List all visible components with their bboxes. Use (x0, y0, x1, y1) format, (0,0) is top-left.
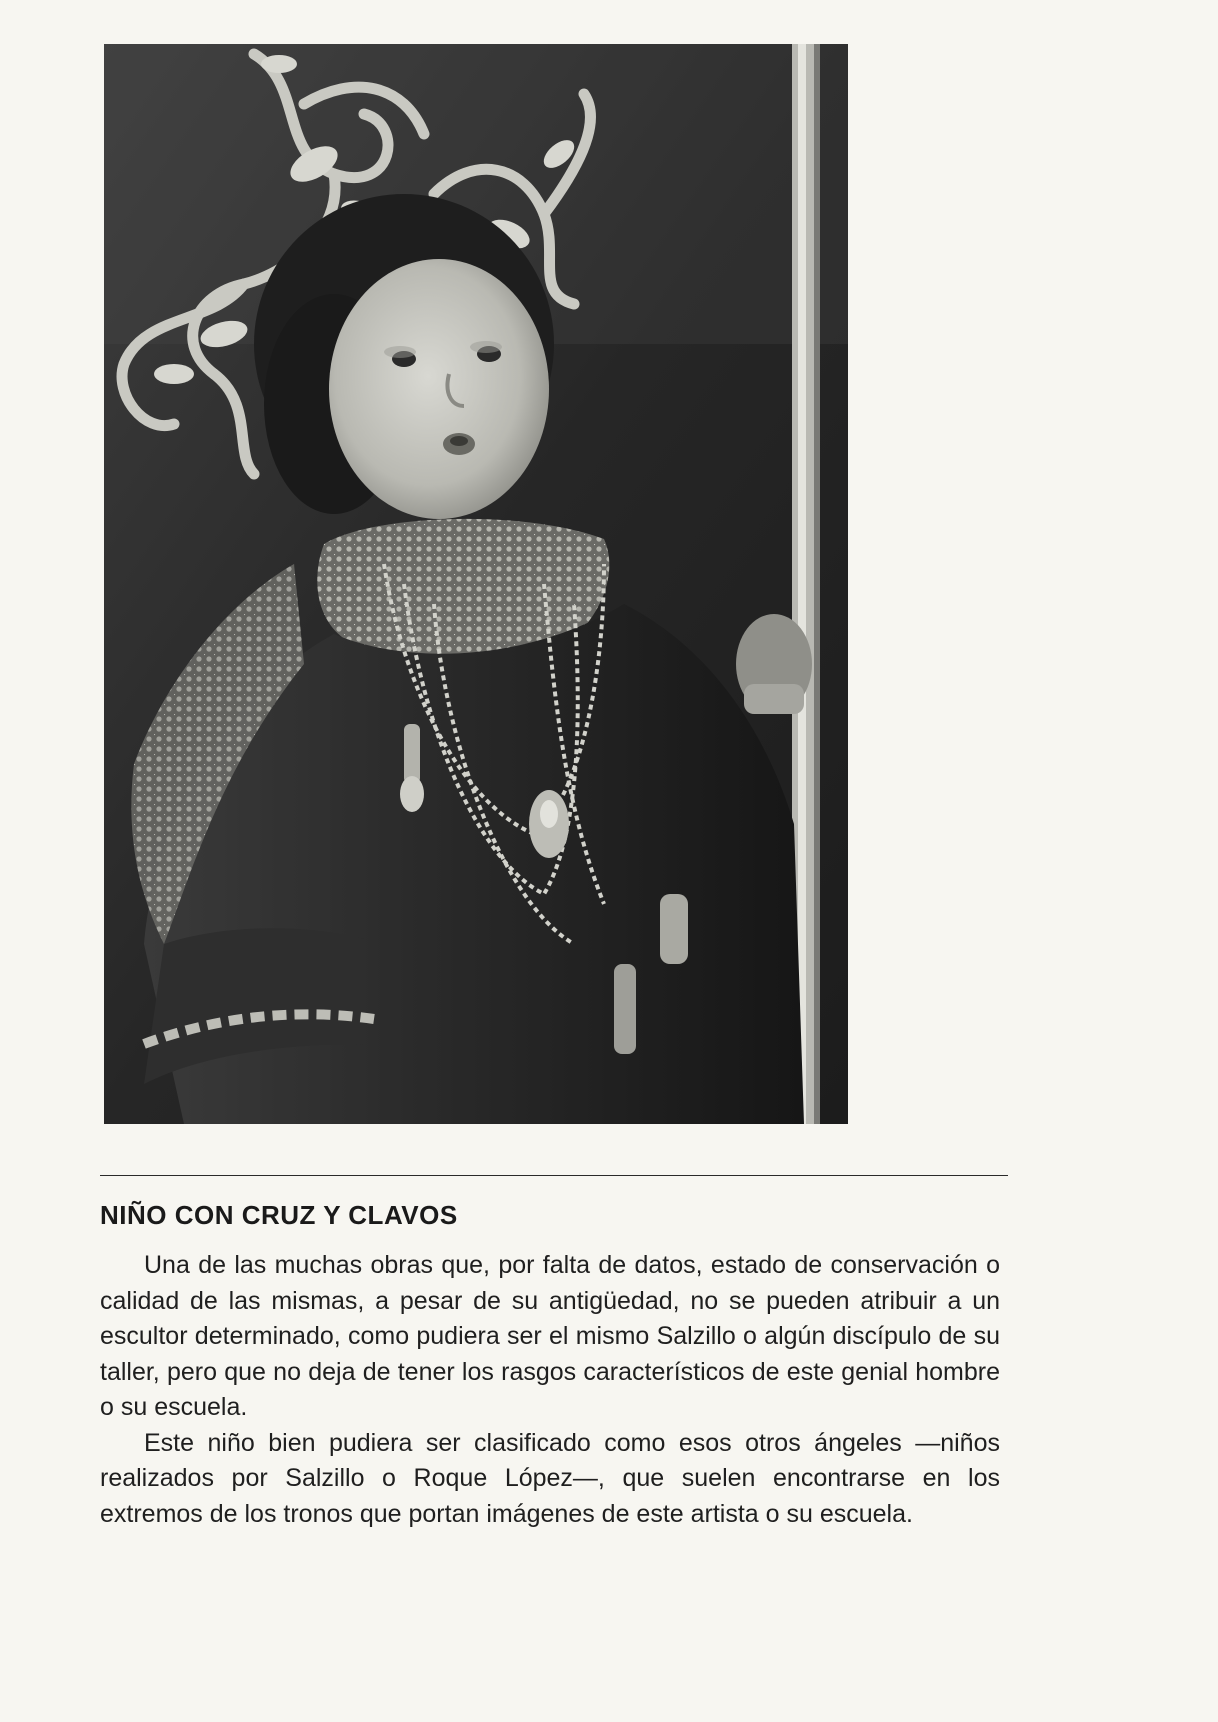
caption-title: NIÑO CON CRUZ Y CLAVOS (100, 1200, 458, 1230)
caption-divider (100, 1175, 1008, 1176)
sculpture-photo-drawing (104, 44, 848, 1124)
caption-paragraph-2: Este niño bien pudiera ser clasificado como esos otros ángeles —niños realizados por Salzillo o Roque López—, que suelen encontrarse en los extremos de los tronos que portan imágenes de este artista o su escuela. (100, 1428, 1000, 1528)
caption-body (100, 1248, 1000, 1532)
caption-paragraph-1: Una de las muchas obras que, por falta de datos, estado de conservación o calidad de las mismas, a pesar de su antigüedad, no se pueden atribuir a un escultor determinado, como pudiera ser el mismo Salzillo o algún discípulo de su taller, pero que no deja de tener los rasgos característicos de este genial hombre o su escuela. (100, 1251, 1000, 1421)
sculpture-photograph (104, 44, 848, 1124)
